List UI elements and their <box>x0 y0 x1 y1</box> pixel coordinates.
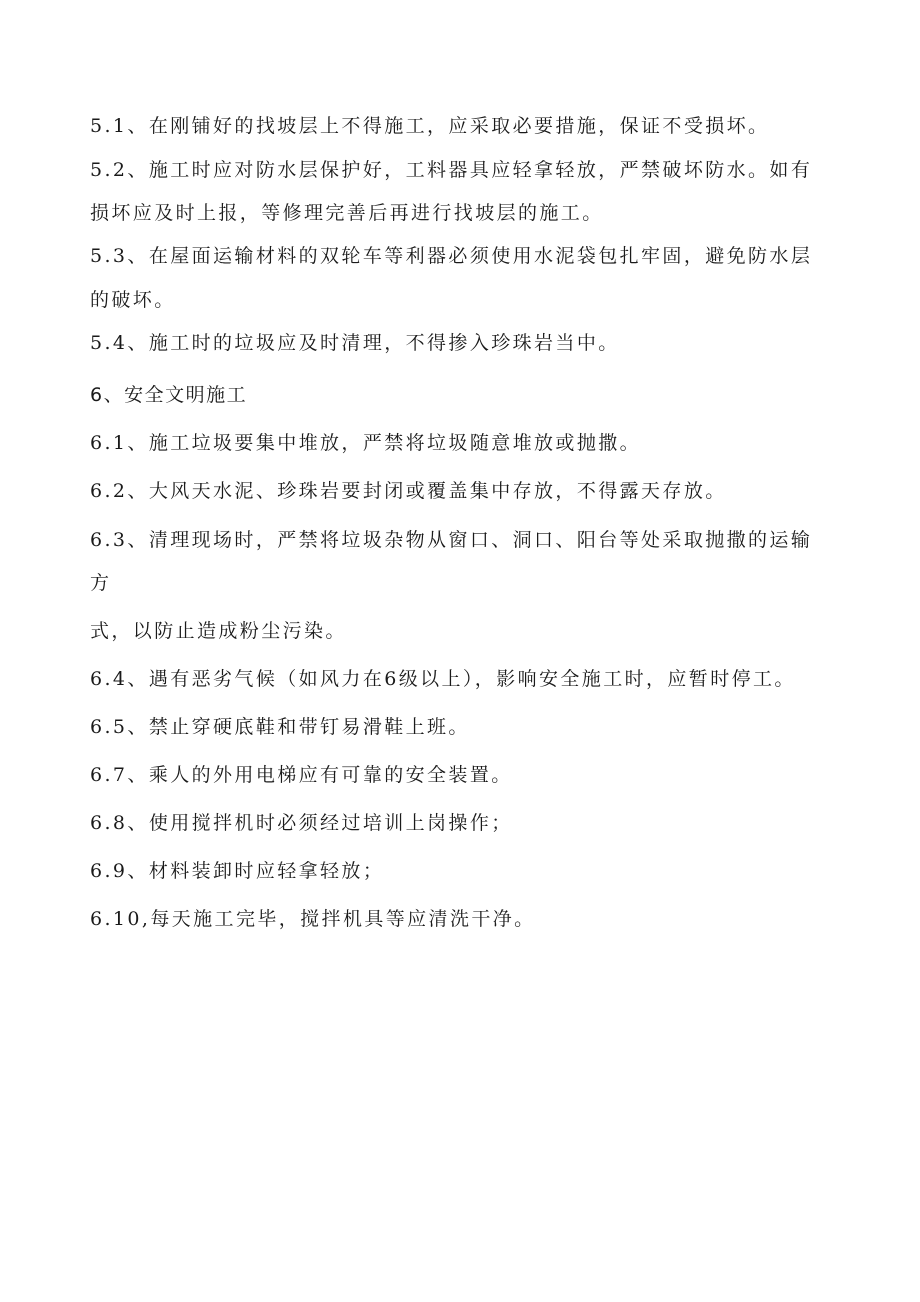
text-line-6-3: 6.3、清理现场时，严禁将垃圾杂物从窗口、洞口、阳台等处采取抛撒的运输 <box>90 529 813 551</box>
text-line-6-2: 6.2、大风天水泥、珍珠岩要封闭或覆盖集中存放，不得露天存放。 <box>90 480 727 502</box>
text-line-5-3: 5.3、在屋面运输材料的双轮车等利器必须使用水泥袋包扎牢固，避免防水层 <box>90 245 813 267</box>
text-line-6-9: 6.9、材料装卸时应轻拿轻放； <box>90 860 385 882</box>
text-line-5-4: 5.4、施工时的垃圾应及时清理，不得掺入珍珠岩当中。 <box>90 332 620 354</box>
text-line-6-10: 6.10,每天施工完毕，搅拌机具等应清洗干净。 <box>90 908 536 930</box>
text-line-5-2-cont: 损坏应及时上报，等修理完善后再进行找坡层的施工。 <box>90 202 604 224</box>
text-line-6-1: 6.1、施工垃圾要集中堆放，严禁将垃圾随意堆放或抛撒。 <box>90 432 642 454</box>
text-line-5-2: 5.2、施工时应对防水层保护好，工料器具应轻拿轻放，严禁破坏防水。如有 <box>90 159 813 181</box>
text-line-5-3-cont: 的破坏。 <box>90 289 176 311</box>
text-line-6-8: 6.8、使用搅拌机时必须经过培训上岗操作； <box>90 812 513 834</box>
text-line-6-3-cont: 方 <box>90 572 112 594</box>
section-heading-6: 6、安全文明施工 <box>90 384 248 406</box>
text-line-6-7: 6.7、乘人的外用电梯应有可靠的安全装置。 <box>90 764 513 786</box>
text-line-6-5: 6.5、禁止穿硬底鞋和带钉易滑鞋上班。 <box>90 716 470 738</box>
text-line-6-4: 6.4、遇有恶劣气候（如风力在6级以上），影响安全施工时，应暂时停工。 <box>90 668 796 690</box>
text-line-6-3-cont2: 式，以防止造成粉尘污染。 <box>90 620 347 642</box>
text-line-5-1: 5.1、在刚铺好的找坡层上不得施工，应采取必要措施，保证不受损坏。 <box>90 115 770 137</box>
